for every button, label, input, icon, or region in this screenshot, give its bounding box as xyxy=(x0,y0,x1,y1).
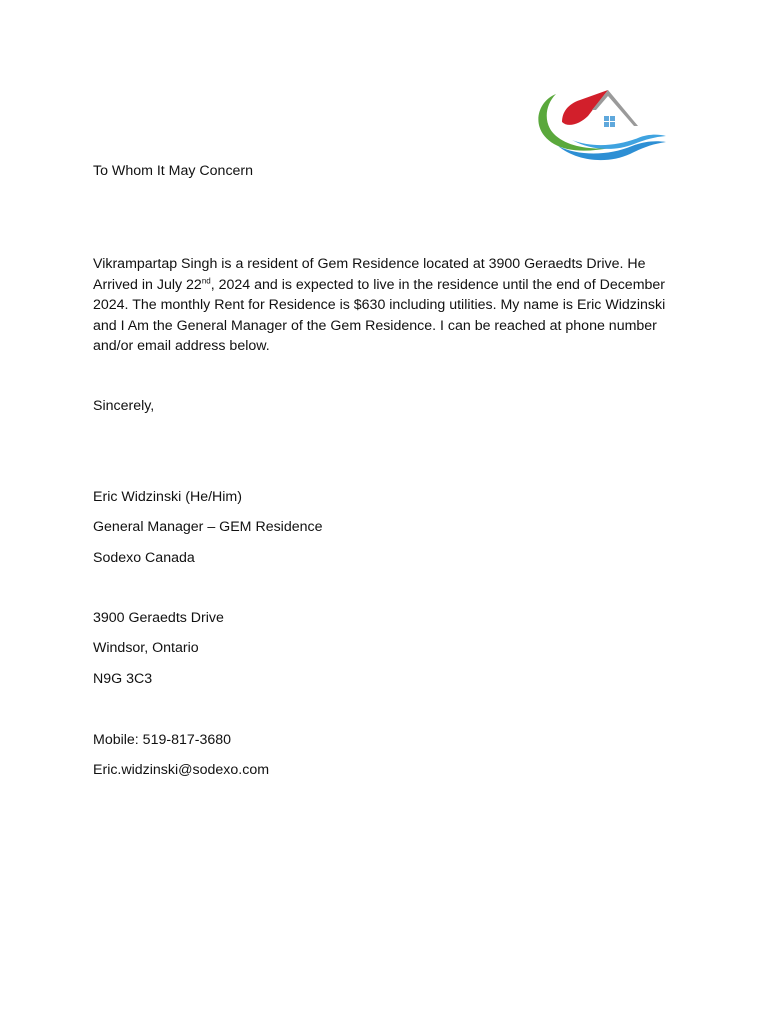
house-logo-icon xyxy=(532,84,668,166)
contact-mobile: Mobile: 519-817-3680 xyxy=(93,732,232,748)
signer-company: Sodexo Canada xyxy=(93,550,195,566)
contact-email[interactable]: Eric.widzinski@sodexo.com xyxy=(93,762,270,778)
ordinal-suffix: nd xyxy=(201,275,211,285)
body-text-start: Vikrampartap Singh is a resident of Gem Residence located at 3900 Geraedts Drive. He Arrived in July 22 xyxy=(93,256,646,293)
signer-title: General Manager – GEM Residence xyxy=(93,519,323,535)
salutation: To Whom It May Concern xyxy=(93,163,254,179)
letter-body xyxy=(93,254,675,357)
address-city: Windsor, Ontario xyxy=(93,640,199,656)
address-street: 3900 Geraedts Drive xyxy=(93,610,224,626)
signer-name: Eric Widzinski (He/Him) xyxy=(93,489,242,505)
body-text-end: , 2024 and is expected to live in the residence until the end of December 2024. The monthly Rent for Residence is $630 including utilities. My name is Eric Widzinski and I Am the General Manager of the Gem Residence. I can be reached at phone number and/or email address below. xyxy=(93,276,666,354)
closing: Sincerely, xyxy=(93,398,155,414)
address-postal: N9G 3C3 xyxy=(93,671,153,687)
